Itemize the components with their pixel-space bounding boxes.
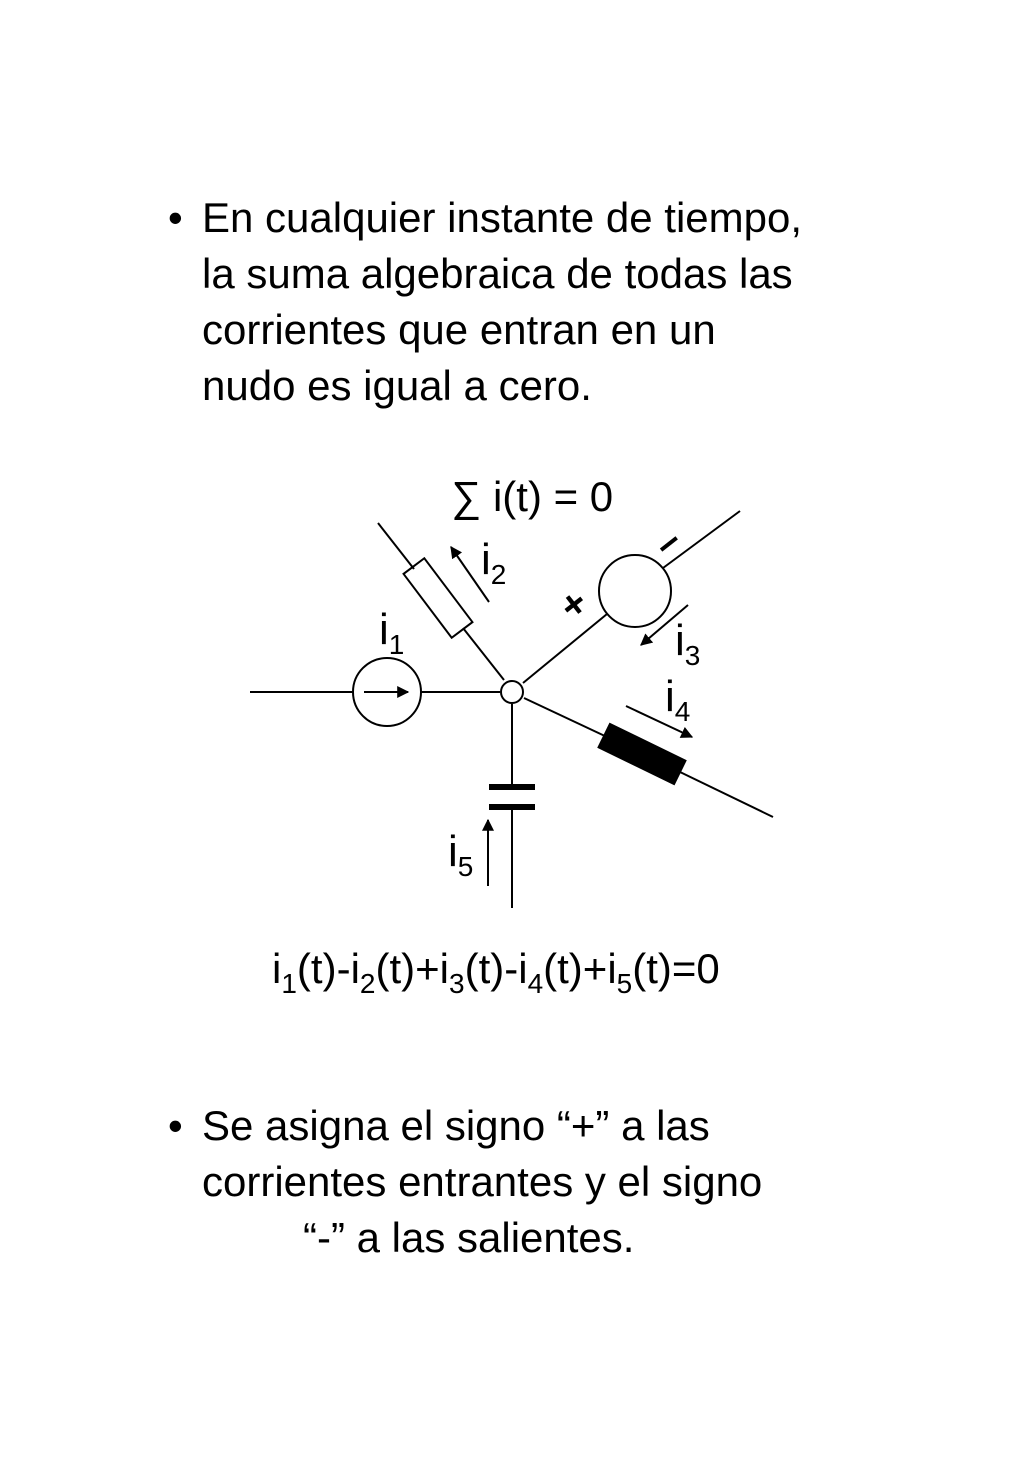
sum-symbol: ∑ xyxy=(451,473,482,520)
bullet1-line-3: corrientes que entran en un xyxy=(202,306,716,353)
branch-capacitor-i5 xyxy=(488,704,535,908)
source-plus-sign: + xyxy=(551,580,597,630)
eq-term-3: $i_3(t)-$ xyxy=(439,945,519,999)
eq-term-5: $i_5(t)=0$ xyxy=(607,945,720,999)
bullet2-line-3: “-” a las salientes. xyxy=(303,1214,635,1261)
bullet1-line-1: En cualquier instante de tiempo, xyxy=(202,194,803,241)
bullet-mark: • xyxy=(168,194,183,241)
node xyxy=(501,681,523,703)
eq-term-2: $i_2(t)+$ xyxy=(350,945,440,999)
kcl-equation xyxy=(272,945,720,999)
bullet1-line-4: nudo es igual a cero. xyxy=(202,362,592,409)
label-i1: $i_1$ xyxy=(379,605,405,660)
sum-formula-text: i(t) = 0 xyxy=(492,473,614,520)
bullet-sign-convention xyxy=(170,1098,762,1266)
label-i5: $i_5$ xyxy=(448,827,474,882)
bullet2-line-2: corrientes entrantes y el signo xyxy=(202,1158,763,1205)
branch-current-source-i1 xyxy=(250,658,500,726)
source-minus-sign: – xyxy=(645,517,690,567)
bullet-mark: • xyxy=(168,1102,183,1149)
eq-term-1: $i_1(t)-$ xyxy=(272,945,351,999)
eq-term-4: $i_4(t)+$ xyxy=(518,945,608,999)
bullet1-line-2: la suma algebraica de todas las xyxy=(202,250,793,297)
label-i4: $i_4$ xyxy=(665,672,691,727)
label-i2: $i_2$ xyxy=(481,535,507,590)
branch-inductor-i4 xyxy=(524,698,773,817)
label-i3: $i_3$ xyxy=(675,616,701,671)
bullet2-line-1: Se asigna el signo “+” a las xyxy=(202,1102,710,1149)
